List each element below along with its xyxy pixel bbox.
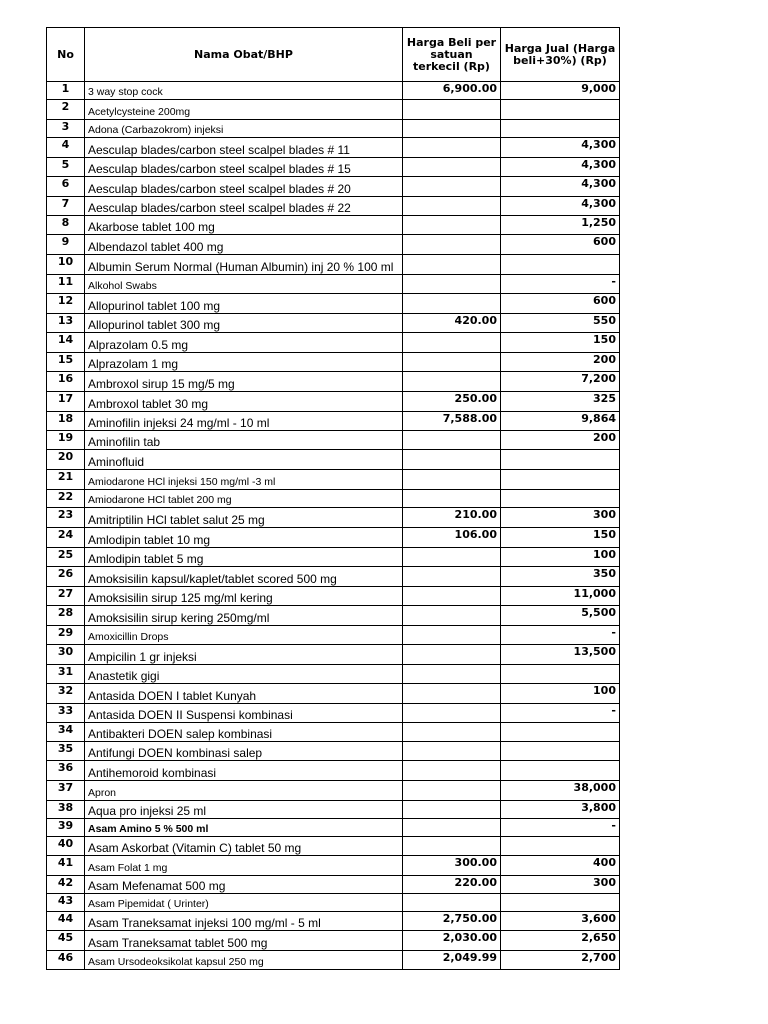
item-name: Aminofilin injeksi 24 mg/ml - 10 ml [85, 412, 403, 431]
buy-price [403, 138, 501, 158]
buy-price [403, 626, 501, 645]
buy-price [403, 837, 501, 856]
sell-price [501, 761, 620, 781]
row-number: 13 [47, 314, 85, 333]
table-row [47, 431, 620, 450]
sell-price: 2,650 [501, 931, 620, 951]
row-number: 5 [47, 158, 85, 177]
row-number: 26 [47, 567, 85, 587]
sell-price: 4,300 [501, 177, 620, 197]
sell-price: - [501, 819, 620, 837]
row-number: 7 [47, 197, 85, 216]
row-number: 10 [47, 255, 85, 275]
buy-price: 7,588.00 [403, 412, 501, 431]
table-row [47, 645, 620, 665]
row-number: 17 [47, 392, 85, 412]
row-number: 38 [47, 801, 85, 819]
item-name: Amoksisilin sirup 125 mg/ml kering [85, 587, 403, 606]
item-name: Amlodipin tablet 10 mg [85, 528, 403, 548]
row-number: 36 [47, 761, 85, 781]
item-name: Alkohol Swabs [85, 275, 403, 294]
buy-price [403, 235, 501, 255]
row-number: 18 [47, 412, 85, 431]
item-name: Aesculap blades/carbon steel scalpel blades # 11 [85, 138, 403, 158]
item-name: Aminofluid [85, 450, 403, 470]
buy-price: 220.00 [403, 876, 501, 894]
table-row [47, 508, 620, 528]
buy-price [403, 723, 501, 742]
item-name: Alprazolam 0.5 mg [85, 333, 403, 353]
sell-price [501, 742, 620, 761]
buy-price [403, 372, 501, 392]
row-number: 31 [47, 665, 85, 684]
table-row [47, 333, 620, 353]
table-row [47, 704, 620, 723]
row-number: 1 [47, 82, 85, 100]
sell-price: 150 [501, 528, 620, 548]
sell-price [501, 100, 620, 120]
table-row [47, 216, 620, 235]
buy-price: 2,030.00 [403, 931, 501, 951]
table-row [47, 548, 620, 567]
buy-price [403, 587, 501, 606]
buy-price [403, 216, 501, 235]
row-number: 8 [47, 216, 85, 235]
sell-price: 550 [501, 314, 620, 333]
table-row [47, 951, 620, 970]
sell-price: - [501, 275, 620, 294]
item-name: Aesculap blades/carbon steel scalpel blades # 15 [85, 158, 403, 177]
row-number: 15 [47, 353, 85, 372]
sell-price: 7,200 [501, 372, 620, 392]
buy-price [403, 431, 501, 450]
row-number: 45 [47, 931, 85, 951]
row-number: 11 [47, 275, 85, 294]
item-name: Amoksisilin kapsul/kaplet/tablet scored 500 mg [85, 567, 403, 587]
table-row [47, 158, 620, 177]
table-row [47, 781, 620, 801]
row-number: 23 [47, 508, 85, 528]
buy-price [403, 742, 501, 761]
table-row [47, 626, 620, 645]
buy-price [403, 801, 501, 819]
item-name: Asam Amino 5 % 500 ml [85, 819, 403, 837]
table-row [47, 138, 620, 158]
buy-price [403, 450, 501, 470]
table-row [47, 665, 620, 684]
item-name: Ambroxol tablet 30 mg [85, 392, 403, 412]
buy-price [403, 665, 501, 684]
item-name: Anastetik gigi [85, 665, 403, 684]
row-number: 21 [47, 470, 85, 490]
item-name: Asam Folat 1 mg [85, 856, 403, 876]
item-name: Antibakteri DOEN salep kombinasi [85, 723, 403, 742]
table-row [47, 235, 620, 255]
row-number: 27 [47, 587, 85, 606]
buy-price [403, 819, 501, 837]
row-number: 4 [47, 138, 85, 158]
table-row [47, 856, 620, 876]
table-row [47, 761, 620, 781]
item-name: Albumin Serum Normal (Human Albumin) inj 20 % 100 ml [85, 255, 403, 275]
buy-price [403, 197, 501, 216]
table-row [47, 470, 620, 490]
sell-price: 9,864 [501, 412, 620, 431]
row-number: 22 [47, 490, 85, 508]
sell-price: 11,000 [501, 587, 620, 606]
item-name: Allopurinol tablet 300 mg [85, 314, 403, 333]
item-name: Acetylcysteine 200mg [85, 100, 403, 120]
row-number: 25 [47, 548, 85, 567]
row-number: 24 [47, 528, 85, 548]
buy-price: 6,900.00 [403, 82, 501, 100]
sell-price: 600 [501, 294, 620, 314]
buy-price: 420.00 [403, 314, 501, 333]
table-row [47, 255, 620, 275]
row-number: 3 [47, 120, 85, 138]
item-name: Aminofilin tab [85, 431, 403, 450]
row-number: 42 [47, 876, 85, 894]
item-name: Antihemoroid kombinasi [85, 761, 403, 781]
sell-price: 4,300 [501, 138, 620, 158]
sell-price: 9,000 [501, 82, 620, 100]
sell-price: 3,800 [501, 801, 620, 819]
sell-price: 600 [501, 235, 620, 255]
sell-price: 350 [501, 567, 620, 587]
table-row [47, 412, 620, 431]
item-name: Ampicilin 1 gr injeksi [85, 645, 403, 665]
table-row [47, 314, 620, 333]
item-name: Albendazol tablet 400 mg [85, 235, 403, 255]
header-sell-price: Harga Jual (Harga beli+30%) (Rp) [501, 28, 620, 82]
table-row [47, 801, 620, 819]
table-row [47, 197, 620, 216]
item-name: Asam Mefenamat 500 mg [85, 876, 403, 894]
item-name: Antasida DOEN II Suspensi kombinasi [85, 704, 403, 723]
item-name: Asam Pipemidat ( Urinter) [85, 894, 403, 912]
buy-price [403, 684, 501, 704]
buy-price [403, 548, 501, 567]
row-number: 29 [47, 626, 85, 645]
item-name: Ambroxol sirup 15 mg/5 mg [85, 372, 403, 392]
sell-price: 400 [501, 856, 620, 876]
table-row [47, 490, 620, 508]
table-row [47, 931, 620, 951]
sell-price: 4,300 [501, 197, 620, 216]
row-number: 28 [47, 606, 85, 626]
table-row [47, 177, 620, 197]
header-name: Nama Obat/BHP [85, 28, 403, 82]
item-name: Amlodipin tablet 5 mg [85, 548, 403, 567]
row-number: 34 [47, 723, 85, 742]
buy-price [403, 275, 501, 294]
buy-price [403, 294, 501, 314]
sell-price: - [501, 626, 620, 645]
item-name: Amiodarone HCl injeksi 150 mg/ml -3 ml [85, 470, 403, 490]
item-name: Aesculap blades/carbon steel scalpel blades # 20 [85, 177, 403, 197]
sell-price [501, 470, 620, 490]
sell-price: 4,300 [501, 158, 620, 177]
buy-price [403, 158, 501, 177]
item-name: Antasida DOEN I tablet Kunyah [85, 684, 403, 704]
sell-price: 300 [501, 876, 620, 894]
sell-price: 100 [501, 684, 620, 704]
buy-price [403, 353, 501, 372]
table-row [47, 587, 620, 606]
table-row [47, 294, 620, 314]
table-row [47, 528, 620, 548]
row-number: 35 [47, 742, 85, 761]
buy-price [403, 120, 501, 138]
table-row [47, 912, 620, 931]
buy-price [403, 894, 501, 912]
sell-price: 3,600 [501, 912, 620, 931]
item-name: Antifungi DOEN kombinasi salep [85, 742, 403, 761]
item-name: Apron [85, 781, 403, 801]
row-number: 40 [47, 837, 85, 856]
buy-price [403, 781, 501, 801]
buy-price: 250.00 [403, 392, 501, 412]
table-row [47, 275, 620, 294]
buy-price: 2,750.00 [403, 912, 501, 931]
sell-price [501, 723, 620, 742]
header-no: No [47, 28, 85, 82]
item-name: Aqua pro injeksi 25 ml [85, 801, 403, 819]
buy-price [403, 567, 501, 587]
table-row [47, 392, 620, 412]
row-number: 39 [47, 819, 85, 837]
sell-price [501, 837, 620, 856]
row-number: 19 [47, 431, 85, 450]
table-row [47, 684, 620, 704]
table-row [47, 876, 620, 894]
item-name: Alprazolam 1 mg [85, 353, 403, 372]
table-row [47, 372, 620, 392]
buy-price [403, 761, 501, 781]
buy-price [403, 333, 501, 353]
item-name: Asam Askorbat (Vitamin C) tablet 50 mg [85, 837, 403, 856]
row-number: 37 [47, 781, 85, 801]
table-row [47, 450, 620, 470]
table-row [47, 723, 620, 742]
buy-price [403, 704, 501, 723]
row-number: 41 [47, 856, 85, 876]
row-number: 30 [47, 645, 85, 665]
sell-price: 150 [501, 333, 620, 353]
buy-price [403, 645, 501, 665]
buy-price: 300.00 [403, 856, 501, 876]
sell-price: 5,500 [501, 606, 620, 626]
row-number: 6 [47, 177, 85, 197]
item-name: Asam Ursodeoksikolat kapsul 250 mg [85, 951, 403, 970]
row-number: 44 [47, 912, 85, 931]
item-name: Asam Traneksamat tablet 500 mg [85, 931, 403, 951]
item-name: Asam Traneksamat injeksi 100 mg/ml - 5 ml [85, 912, 403, 931]
table-row [47, 120, 620, 138]
item-name: Allopurinol tablet 100 mg [85, 294, 403, 314]
item-name: 3 way stop cock [85, 82, 403, 100]
buy-price [403, 470, 501, 490]
buy-price: 106.00 [403, 528, 501, 548]
sell-price: 200 [501, 431, 620, 450]
sell-price: 200 [501, 353, 620, 372]
table-row [47, 742, 620, 761]
buy-price [403, 606, 501, 626]
sell-price: 325 [501, 392, 620, 412]
buy-price [403, 100, 501, 120]
sell-price: 38,000 [501, 781, 620, 801]
table-row [47, 82, 620, 100]
item-name: Akarbose tablet 100 mg [85, 216, 403, 235]
table-row [47, 894, 620, 912]
sell-price [501, 120, 620, 138]
price-table [46, 27, 620, 970]
buy-price: 210.00 [403, 508, 501, 528]
sell-price [501, 894, 620, 912]
table-row [47, 567, 620, 587]
sell-price: 300 [501, 508, 620, 528]
row-number: 43 [47, 894, 85, 912]
row-number: 9 [47, 235, 85, 255]
table-row [47, 819, 620, 837]
sell-price [501, 450, 620, 470]
row-number: 33 [47, 704, 85, 723]
sell-price [501, 255, 620, 275]
row-number: 46 [47, 951, 85, 970]
sell-price: 1,250 [501, 216, 620, 235]
row-number: 20 [47, 450, 85, 470]
table-row [47, 837, 620, 856]
sell-price: 100 [501, 548, 620, 567]
table-row [47, 606, 620, 626]
item-name: Amoksisilin sirup kering 250mg/ml [85, 606, 403, 626]
buy-price [403, 255, 501, 275]
header-buy-price: Harga Beli per satuan terkecil (Rp) [403, 28, 501, 82]
item-name: Aesculap blades/carbon steel scalpel blades # 22 [85, 197, 403, 216]
table-row [47, 100, 620, 120]
sell-price: 13,500 [501, 645, 620, 665]
item-name: Adona (Carbazokrom) injeksi [85, 120, 403, 138]
item-name: Amiodarone HCl tablet 200 mg [85, 490, 403, 508]
header-row [47, 28, 620, 82]
sell-price: 2,700 [501, 951, 620, 970]
sell-price [501, 665, 620, 684]
row-number: 2 [47, 100, 85, 120]
buy-price: 2,049.99 [403, 951, 501, 970]
row-number: 12 [47, 294, 85, 314]
row-number: 14 [47, 333, 85, 353]
row-number: 16 [47, 372, 85, 392]
row-number: 32 [47, 684, 85, 704]
item-name: Amoxicillin Drops [85, 626, 403, 645]
table-row [47, 353, 620, 372]
item-name: Amitriptilin HCl tablet salut 25 mg [85, 508, 403, 528]
sell-price: - [501, 704, 620, 723]
sell-price [501, 490, 620, 508]
buy-price [403, 490, 501, 508]
buy-price [403, 177, 501, 197]
